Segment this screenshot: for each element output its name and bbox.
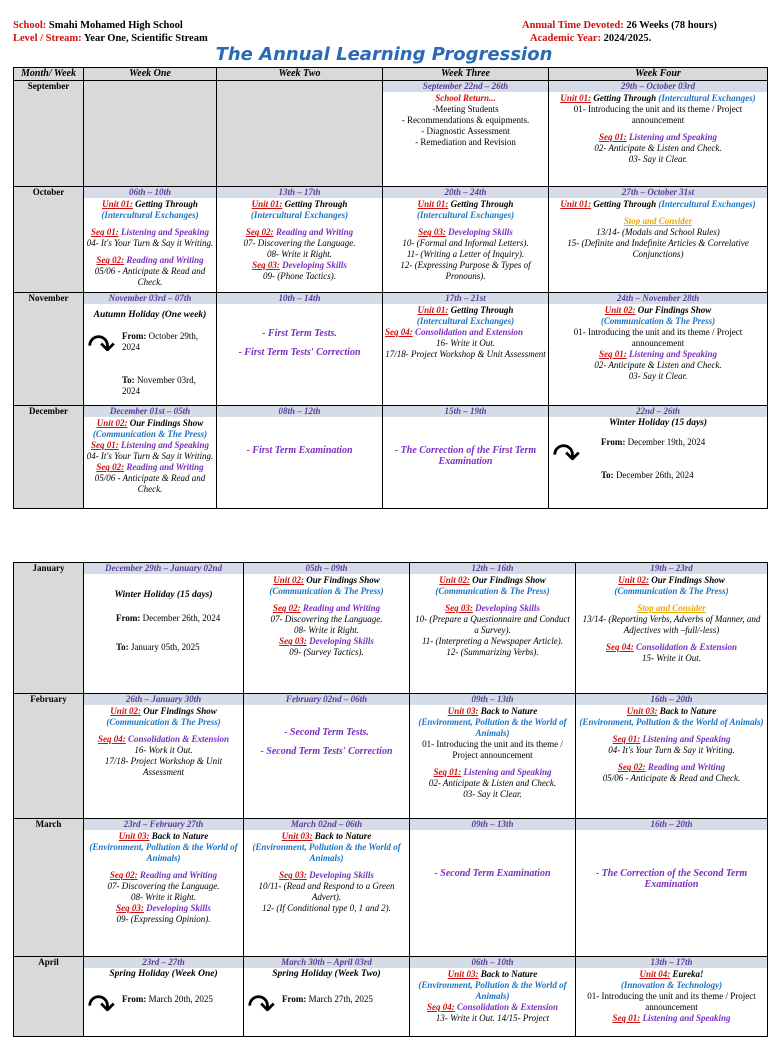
month-march: March [14, 819, 84, 957]
table-row [14, 187, 768, 293]
curved-arrow-icon: ↷ [247, 989, 276, 1026]
cell-feb-w2: February 02nd – 06th - Second Term Tests. - Second Term Tests' Correction [244, 694, 410, 819]
month-february: February [14, 694, 84, 819]
month-november: November [14, 293, 84, 406]
cell-sep-w3: September 22nd – 26th School Return... -Meeting Students - Recommendations & equipments. - Diagnostic Assessment - Remediation and Revision [383, 81, 549, 187]
cell-oct-w3: 20th – 24th Unit 01: Getting Through (Intercultural Exchanges) Seq 03: Developing Skills 10- (Formal and Informal Letters). 11- (Writing a Letter of Inquiry). 12- (Expressing Purpose & Types of Pronouns). [383, 187, 549, 293]
cell-nov-w1: November 03rd – 07th Autumn Holiday (One week) ↷ From: October 29th, 2024 To: November 03rd, 2024 [84, 293, 217, 406]
school-line: School: Smahi Mohamed High School [13, 20, 183, 31]
table-row [14, 563, 768, 694]
curved-arrow-icon: ↷ [87, 989, 116, 1026]
cell-apr-w4: 13th – 17th Unit 04: Eureka! (Innovation & Technology) 01- Introducing the unit and its theme / Project announcement Seq 01: Listening and Speaking [576, 957, 768, 1037]
col-header-week-one: Week One [84, 68, 217, 81]
col-header-month: Month/ Week [14, 68, 84, 81]
cell-jan-w3: 12th – 16th Unit 02: Our Findings Show (Communication & The Press) Seq 03: Developing Skills 10- (Prepare a Questionnaire and Conduct a Survey). 11- (Interpreting a Newspaper Article). 12- (Summarizing Verbs). [410, 563, 576, 694]
cell-oct-w2: 13th – 17th Unit 01: Getting Through (Intercultural Exchanges) Seq 02: Reading and Writing 07- Discovering the Language. 08- Write it Right. Seq 03: Developing Skills 09- (Phone Tactics). [217, 187, 383, 293]
progression-table-term2 [13, 562, 768, 1037]
cell-apr-w2: March 30th – April 03rd Spring Holiday (Week Two) ↷ From: March 27th, 2025 [244, 957, 410, 1037]
empty-cell [217, 81, 383, 187]
cell-sep-w4: 29th – October 03rd Unit 01: Getting Through (Intercultural Exchanges) 01- Introducing the unit and its theme / Project announcement Seq 01: Listening and Speaking 02- Anticipate & Listen and Check. 03- Say it Clear. [549, 81, 768, 187]
cell-feb-w1: 26th – January 30th Unit 02: Our Findings Show (Communication & The Press) Seq 04: Consolidation & Extension 16- Work it Out. 17/18- Project Workshop & Unit Assessment [84, 694, 244, 819]
table-row [14, 957, 768, 1037]
cell-mar-w2: March 02nd – 06th Unit 03: Back to Nature (Environment, Pollution & the World of Animals) Seq 03: Developing Skills 10/11- (Read and Respond to a Green Advert). 12- (If Conditional type 0, 1 and 2). [244, 819, 410, 957]
col-header-week-two: Week Two [217, 68, 383, 81]
table-row [14, 406, 768, 509]
col-header-week-three: Week Three [383, 68, 549, 81]
cell-mar-w3: 09th – 13th - Second Term Examination [410, 819, 576, 957]
month-september: September [14, 81, 84, 187]
col-header-week-four: Week Four [549, 68, 768, 81]
curved-arrow-icon: ↷ [552, 438, 581, 475]
cell-jan-w1: December 29th – January 02nd Winter Holiday (15 days) From: December 26th, 2024 To: January 05th, 2025 [84, 563, 244, 694]
year-line: Academic Year: 2024/2025. [530, 33, 652, 44]
month-december: December [14, 406, 84, 509]
cell-dec-w2: 08th – 12th - First Term Examination [217, 406, 383, 509]
curved-arrow-icon: ↷ [87, 329, 116, 366]
month-january: January [14, 563, 84, 694]
cell-oct-w1: 06th – 10th Unit 01: Getting Through (Intercultural Exchanges) Seq 01: Listening and Speaking 04- It's Your Turn & Say it Writing. Seq 02: Reading and Writing 05/06 - Anticipate & Read and Check. [84, 187, 217, 293]
table-row [14, 819, 768, 957]
cell-jan-w4: 19th – 23rd Unit 02: Our Findings Show (Communication & The Press) Stop and Consider 13/14- (Reporting Verbs, Adverbs of Manner, and Adjectives with –full/-less) Seq 04: Consolidation & Extension 15- Write it Out. [576, 563, 768, 694]
cell-apr-w1: 23rd – 27th Spring Holiday (Week One) ↷ From: March 20th, 2025 [84, 957, 244, 1037]
cell-mar-w1: 23rd – February 27th Unit 03: Back to Nature (Environment, Pollution & the World of Animals) Seq 02: Reading and Writing 07- Discovering the Language. 08- Write it Right. Seq 03: Developing Skills 09- (Expressing Opinion). [84, 819, 244, 957]
cell-nov-w4: 24th – November 28th Unit 02: Our Findings Show (Communication & The Press) 01- Introducing the unit and its theme / Project announcement Seq 01: Listening and Speaking 02- Anticipate & Listen and Check. 03- Say it Clear. [549, 293, 768, 406]
page-title: The Annual Learning Progression [215, 44, 553, 65]
table-row [14, 694, 768, 819]
cell-feb-w3: 09th – 13th Unit 03: Back to Nature (Environment, Pollution & the World of Animals) 01- Introducing the unit and its theme / Project announcement Seq 01: Listening and Speaking 02- Anticipate & Listen and Check. 03- Say it Clear. [410, 694, 576, 819]
table-row [14, 293, 768, 406]
progression-table-term1 [13, 67, 768, 509]
cell-apr-w3: 06th – 10th Unit 03: Back to Nature (Environment, Pollution & the World of Animals) Seq 04: Consolidation & Extension 13- Write it Out. 14/15- Project [410, 957, 576, 1037]
cell-jan-w2: 05th – 09th Unit 02: Our Findings Show (Communication & The Press) Seq 02: Reading and Writing 07- Discovering the Language. 08- Write it Right. Seq 03: Developing Skills 09- (Survey Tactics). [244, 563, 410, 694]
table-row [14, 81, 768, 187]
month-october: October [14, 187, 84, 293]
empty-cell [84, 81, 217, 187]
month-april: April [14, 957, 84, 1037]
cell-nov-w2: 10th – 14th - First Term Tests. - First Term Tests' Correction [217, 293, 383, 406]
cell-dec-w3: 15th – 19th - The Correction of the First Term Examination [383, 406, 549, 509]
cell-oct-w4: 27th – October 31st Unit 01: Getting Through (Intercultural Exchanges) Stop and Consider 13/14- (Modals and School Rules) 15- (Definite and Indefinite Articles & Correlative Conjunctions) [549, 187, 768, 293]
time-line: Annual Time Devoted: 26 Weeks (78 hours) [522, 20, 717, 31]
cell-dec-w4: 22nd – 26th Winter Holiday (15 days) ↷ From: December 19th, 2024 To: December 26th, 2024 [549, 406, 768, 509]
cell-nov-w3: 17th – 21st Unit 01: Getting Through (Intercultural Exchanges) Seq 04: Consolidation and Extension 16- Write it Out. 17/18- Project Workshop & Unit Assessment [383, 293, 549, 406]
cell-feb-w4: 16th – 20th Unit 03: Back to Nature (Environment, Pollution & the World of Animals) Seq 01: Listening and Speaking 04- It's Your Turn & Say it Writing. Seq 02: Reading and Writing 05/06 - Anticipate & Read and Check. [576, 694, 768, 819]
cell-mar-w4: 16th – 20th - The Correction of the Second Term Examination [576, 819, 768, 957]
cell-dec-w1: December 01st – 05th Unit 02: Our Findings Show (Communication & The Press) Seq 01: Listening and Speaking 04- It's Your Turn & Say it Writing. Seq 02: Reading and Writing 05/06 - Anticipate & Read and Check. [84, 406, 217, 509]
level-line: Level / Stream: Year One, Scientific Stream [13, 33, 208, 44]
